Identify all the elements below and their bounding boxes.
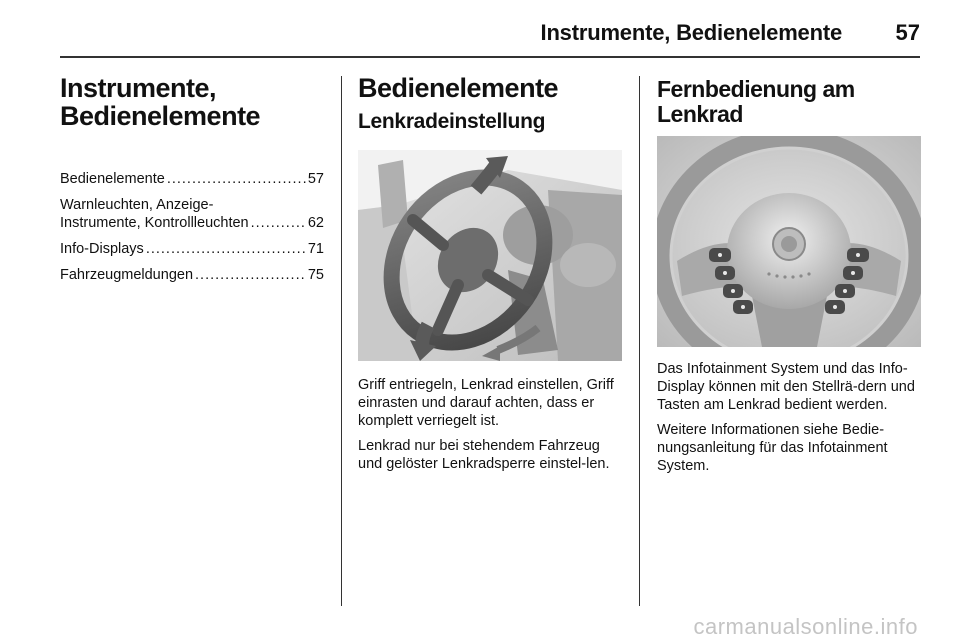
toc-label-line: Warnleuchten, Anzeige-: [60, 197, 214, 213]
chapter-column: [60, 74, 324, 292]
steering-wheel-remote-controls-illustration: [657, 136, 921, 347]
toc-page: 57: [307, 171, 324, 187]
toc-leader: [251, 214, 306, 232]
toc-label: Instrumente, Kontrollleuchten: [60, 215, 249, 231]
header-title: Instrumente, Bedienelemente: [540, 20, 842, 45]
watermark: carmanualsonline.info: [693, 614, 918, 639]
toc-entry[interactable]: [60, 170, 324, 188]
steering-wheel-adjustment-illustration: [358, 150, 622, 361]
toc-entry[interactable]: [60, 196, 324, 232]
page-number: 57: [895, 20, 920, 45]
remote-column: [657, 74, 922, 127]
steering-adjust-text: [358, 376, 626, 480]
paragraph: Weitere Informationen siehe Bedie-nungsanleitung für das Infotainment System.: [657, 422, 888, 474]
toc-entry[interactable]: [60, 240, 324, 258]
toc-label: Bedienelemente: [60, 171, 165, 187]
section-heading: Fernbedienung am Lenkrad: [657, 76, 855, 127]
toc-leader: [146, 240, 306, 258]
section-heading: Bedienelemente: [358, 73, 559, 103]
toc-label: Info-Displays: [60, 241, 144, 257]
paragraph: Lenkrad nur bei stehendem Fahrzeug und gelöster Lenkradsperre einstel-len.: [358, 438, 610, 472]
chapter-heading: Instrumente, Bedienelemente: [60, 73, 261, 131]
toc-entry[interactable]: [60, 266, 324, 284]
paragraph: Das Infotainment System und das Info-Display können mit den Stellrä-dern und Tasten am Lenkrad bedient werden.: [657, 361, 915, 413]
remote-control-text: [657, 360, 925, 482]
toc-page: 75: [307, 267, 324, 283]
column-divider: [341, 76, 342, 606]
toc-leader: [167, 170, 306, 188]
toc-leader: [195, 266, 306, 284]
controls-column: [358, 74, 623, 134]
subsection-heading: Lenkradeinstellung: [358, 110, 546, 133]
column-divider: [639, 76, 640, 606]
paragraph: Griff entriegeln, Lenkrad einstellen, Griff einrasten und darauf achten, dass er komplett verriegelt ist.: [358, 377, 614, 429]
page-header: [60, 18, 920, 58]
toc-page: 71: [307, 241, 324, 257]
toc-page: 62: [307, 215, 324, 231]
table-of-contents: [60, 170, 324, 284]
toc-label: Fahrzeugmeldungen: [60, 267, 194, 283]
